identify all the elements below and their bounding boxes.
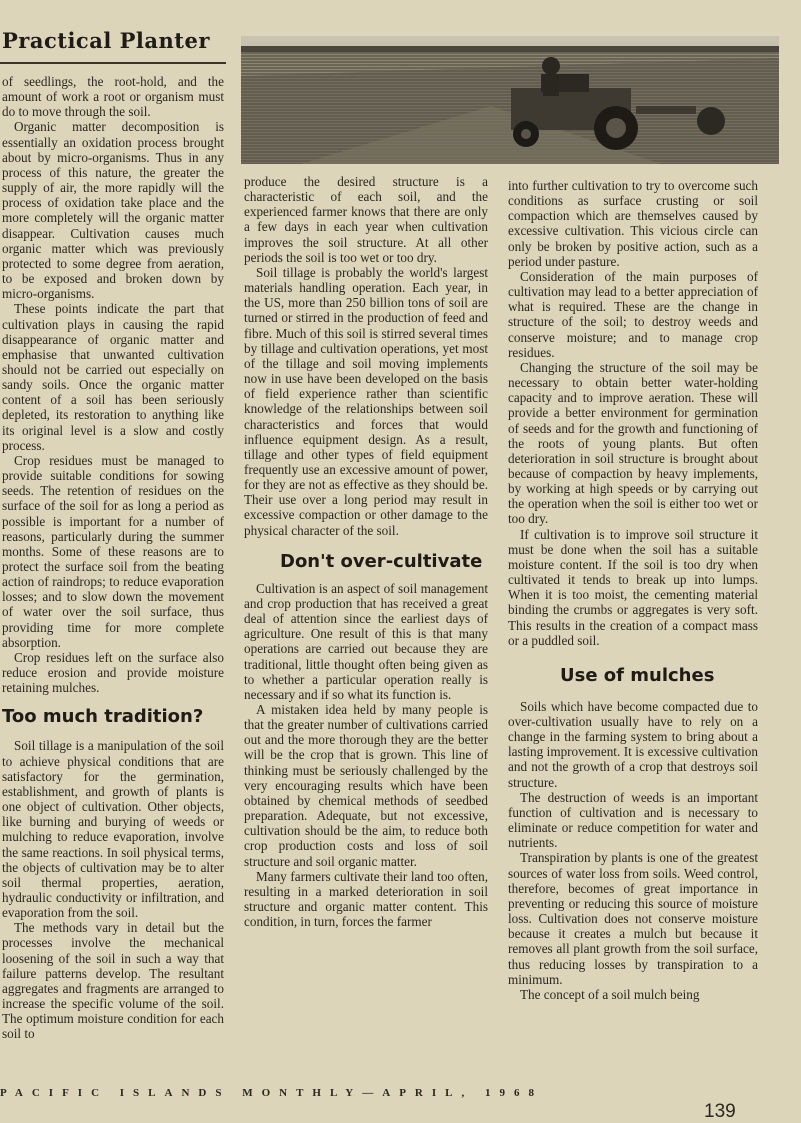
subheading-use-of-mulches: Use of mulches	[560, 664, 715, 686]
section-title: Practical Planter	[2, 28, 210, 53]
paragraph: produce the desired structure is a characteristic of each soil, and the experienced farmer knows that there are only a few days in each year when cultivation improves the soil structure. At all other periods the soil is too wet or too dry.	[244, 174, 488, 265]
paragraph: Soils which have become compacted due to over-cultivation usually have to rely on a change in the farming system to bring about a lasting improvement. It is excessive cultivation and not the growth of a crop that destroys soil structure.	[508, 698, 758, 790]
paragraph: The concept of a soil mulch being	[520, 986, 700, 1002]
paragraph: The destruction of weeds is an important function of cultivation and is necessary to eliminate or reduce competition for water and nutrients.	[508, 789, 758, 851]
paragraph: Consideration of the main purposes of cultivation may lead to a better appreciation of what is required. These are the change in structure of the soil; to destroy weeds and conserve moisture; and to manage crop residues.	[508, 268, 758, 360]
paragraph: These points indicate the part that cultivation plays in causing the rapid disappearance of organic matter and emphasise that unwanted cultivation should not be carried out especially on sandy soils. Once the organic matter content of a soil has been seriously depleted, its restoration to anything like its original level is a slow and costly process.	[2, 301, 224, 453]
paragraph: Soil tillage is probably the world's largest materials handling operation. Each year, in the US, more than 250 billion tons of soil are turned or stirred in the production of feed and fibre. Much of this soil is stirred several times by tillage and cultivation operations, yet most of the tillage and soil moving implements now in use have been developed on the basis of field experience rather than scientific knowledge of the relationships between soil characteristics and forces that would influence equipment design. As a result, tillage and other types of field equipment frequently use an excessive amount of power, for they are not as effective as they should be. Their use over a long period may result in excessive compaction or other damage to the physical character of the soil.	[244, 264, 488, 538]
paragraph: Changing the structure of the soil may be necessary to obtain better water-holding capacity and to improve aeration. These will provide a better environment for germination of seeds and for the growth and functioning of the roots of young plants. But often deterioration in soil structure is brought about because of compaction by heavy implements, by working at high speeds or by carrying out the operation when the soil is either too wet or too dry.	[508, 359, 758, 527]
paragraph: of seedlings, the root-hold, and the amount of work a root or organism must do to move through the soil.	[2, 74, 224, 120]
paragraph: Organic matter decomposition is essentially an oxidation process brought about by micro-organisms. Thus in any process of this nature, the greater the supply of air, the more rapidly will the process of oxidation take place and the more completely will the organic matter disappear. Cultivation causes much organic matter which was previously protected to some degree from aeration, to be exposed and broken down by micro-organisms.	[2, 119, 224, 302]
paragraph: Crop residues left on the surface also reduce erosion and provide moisture retaining mulches.	[2, 649, 224, 696]
header-rule	[0, 62, 226, 64]
subheading-too-much-tradition: Too much tradition?	[2, 706, 204, 728]
tractor-photo	[241, 36, 779, 164]
paragraph: into further cultivation to try to overcome such conditions as surface crusting or soil compaction which are themselves caused by excessive cultivation. This vicious circle can only be broken by positive action, such as a period under pasture.	[508, 178, 758, 269]
paragraph: The methods vary in detail but the processes involve the mechanical loosening of the soil in such a way that failure patterns develop. The resultant aggregates and fragments are arranged to increase the specific volume of the soil. The optimum moisture condition for each soil to	[2, 920, 224, 1042]
paragraph: Soil tillage is a manipulation of the soil to achieve physical conditions that are satisfactory for the germination, establishment, and growth of plants is one object of cultivation. Other objects, like burning and burying of weeds or mulching to reduce evaporation, involve the same reactions. In soil physical terms, the objects of cultivation may be to alter soil thermal properties, aeration, hydraulic conductivity or infiltration, and evaporation from the soil.	[2, 738, 224, 921]
subheading-dont-over-cultivate: Don't over-cultivate	[280, 550, 483, 572]
tractor-photo-icon	[241, 36, 779, 164]
paragraph: A mistaken idea held by many people is that the greater number of cultivations carried out and the more thorough they are the better will be the crop that is grown. This line of thinking must be seriously challenged by the very encouraging results which have been obtained by chemical methods of seedbed preparation. Adequate, but not excessive, cultivation should be the aim, to reduce both crop production costs and loss of soil structure and soil organic matter.	[244, 702, 488, 869]
column-2	[244, 174, 488, 929]
column-1	[2, 74, 224, 1042]
paragraph: Many farmers cultivate their land too often, resulting in a marked deterioration in soil structure and organic matter content. This condition, in turn, forces the farmer	[244, 868, 488, 930]
paragraph: If cultivation is to improve soil structure it must be done when the soil has a suitable moisture content. If the soil is too dry when cultivated it tends to break up into lumps. When it is too moist, the cementing material binding the crumbs or aggregates is very soft. This results in the creation of a compact mass or a puddled soil.	[508, 526, 758, 648]
running-footer: PACIFIC ISLANDS MONTHLY—APRIL, 1968	[0, 1087, 543, 1099]
page-number: 139	[704, 1101, 736, 1122]
column-3	[508, 178, 758, 1002]
paragraph: Cultivation is an aspect of soil management and crop production that has received a great deal of attention since the earliest days of agriculture. One result of this is that many operations are carried out because they are traditional, little thought often being given as to whether a particular operation really is necessary and if so what its function is.	[244, 580, 488, 702]
paragraph: Transpiration by plants is one of the greatest sources of water loss from soils. Weed control, therefore, becomes of great importance in preventing or reducing this source of moisture loss. Cultivation does not conserve moisture because it creates a mulch but because it removes all plant growth from the soil surface, thus reducing losses by transpiration to a minimum.	[508, 850, 758, 987]
paragraph: Crop residues must be managed to provide suitable conditions for sowing seeds. The retention of residues on the surface of the soil for as long a period as possible is important for a number of reasons, particularly during the summer months. Some of these reasons are to protect the surface soil from the beating action of raindrops; to reduce evaporation losses; and to slow down the movement of water over the soil surface, thus providing time for more complete absorption.	[2, 452, 224, 650]
